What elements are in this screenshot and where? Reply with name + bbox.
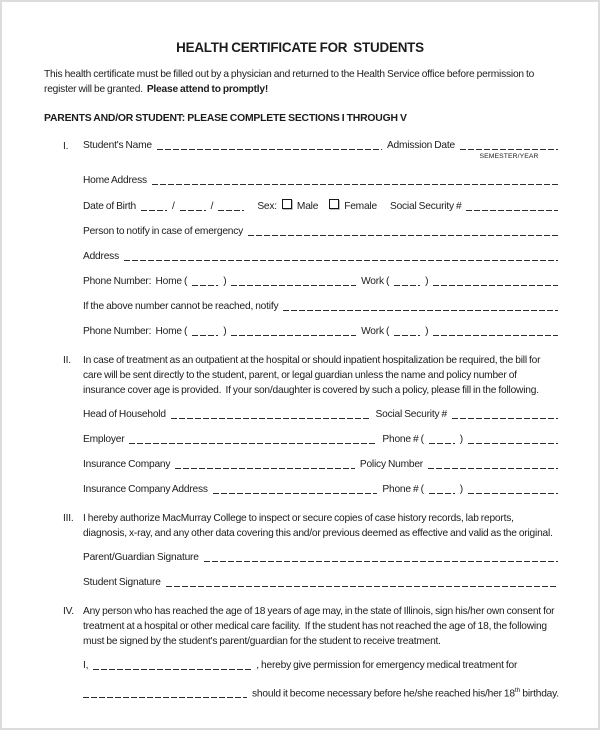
alt-home-phone-field[interactable] <box>231 327 356 336</box>
emergency-contact-row <box>83 225 558 238</box>
paren-close: ) <box>459 484 463 495</box>
emergency-address-row <box>83 250 558 263</box>
employer-label: Employer <box>83 434 125 445</box>
intro-bold-text: Please attend to promptly! <box>146 84 269 95</box>
student-signature-label: Student Signature <box>83 577 161 588</box>
section-3-numeral: III. <box>63 513 74 524</box>
dob-month-field[interactable] <box>141 202 167 211</box>
home-phone-area-field[interactable] <box>192 277 218 286</box>
alt-work-phone-area-field[interactable] <box>394 327 420 336</box>
sex-label: Sex: <box>257 201 277 212</box>
consent-mid-label: , hereby give permission for emergency medical treatment for <box>256 660 518 671</box>
work-phone-label: Work ( <box>361 326 390 337</box>
work-phone-label: Work ( <box>361 276 390 287</box>
consent-student-name-field[interactable] <box>83 689 247 698</box>
head-of-household-label: Head of Household <box>83 409 166 420</box>
employer-phone-field[interactable] <box>468 435 558 444</box>
section-3 <box>42 511 558 589</box>
head-of-household-row <box>83 408 558 421</box>
phone-row-1 <box>83 275 558 288</box>
section-1 <box>42 139 558 338</box>
home-address-field[interactable] <box>152 176 558 185</box>
consent-guardian-name-field[interactable] <box>93 661 251 670</box>
insurance-phone-field[interactable] <box>468 485 558 494</box>
phone-home-label: Phone Number: Home ( <box>83 326 188 337</box>
emergency-address-field[interactable] <box>124 252 558 261</box>
policy-number-label: Policy Number <box>359 459 423 470</box>
consent-pre18-label <box>252 684 559 700</box>
alt-contact-row <box>83 300 558 313</box>
insurance-company-label: Insurance Company <box>83 459 171 470</box>
employer-field[interactable] <box>129 435 377 444</box>
section-1-numeral: I. <box>63 141 69 152</box>
employer-phone-label: Phone # ( <box>382 434 424 445</box>
dob-day-field[interactable] <box>180 202 206 211</box>
section-2-paragraph: In case of treatment as an outpatient at the hospital or should inpatient hospitalization be required, the bill for care will be sent directly to the student, parent, or legal guardian unless the name and policy number of insurance cover age is provided. If your son/daughter is covered by such a policy, please fill in the following. <box>83 355 543 396</box>
intro-paragraph <box>44 67 558 97</box>
emergency-contact-field[interactable] <box>248 227 558 236</box>
date-of-birth-label: Date of Birth <box>83 201 137 212</box>
student-signature-row <box>83 576 558 589</box>
paren-close: ) <box>425 326 429 337</box>
student-name-label: Student's Name <box>83 140 152 151</box>
home-address-label: Home Address <box>83 175 147 186</box>
alt-home-phone-area-field[interactable] <box>192 327 218 336</box>
paren-close: ) <box>223 276 227 287</box>
insurance-company-field[interactable] <box>175 460 355 469</box>
dob-year-field[interactable] <box>218 202 244 211</box>
section-4 <box>42 604 558 700</box>
work-phone-field[interactable] <box>433 277 558 286</box>
policy-number-field[interactable] <box>428 460 558 469</box>
section-2-numeral: II. <box>63 355 71 366</box>
work-phone-area-field[interactable] <box>394 277 420 286</box>
male-checkbox[interactable] <box>282 199 292 209</box>
consent-pre18-text: should it become necessary before he/she reached his/her 18 <box>252 688 515 700</box>
insurance-address-row <box>83 483 558 496</box>
male-label: Male <box>296 201 319 212</box>
paren-close: ) <box>459 434 463 445</box>
consent-name-row <box>83 659 558 672</box>
insurance-phone-label: Phone # ( <box>382 484 424 495</box>
section-4-numeral: IV. <box>63 606 74 617</box>
household-ssn-label: Social Security # <box>375 409 447 420</box>
consent-student-row <box>83 684 558 700</box>
intro-text: This health certificate must be filled out by a physician and returned to the Health Service office before permission to register will be granted. <box>44 69 537 95</box>
phone-home-label: Phone Number: Home ( <box>83 276 188 287</box>
insurance-address-field[interactable] <box>213 485 378 494</box>
section-3-paragraph: I hereby authorize MacMurray College to inspect or secure copies of case history records, lab reports, diagnosis, x-ray, and any other data covering this and/or previous deemed as effective and valid as the original. <box>83 513 553 539</box>
home-address-row <box>83 174 558 187</box>
paren-close: ) <box>223 326 227 337</box>
alt-contact-field[interactable] <box>283 302 558 311</box>
semester-year-label: SEMESTER/YEAR <box>479 153 539 160</box>
emergency-contact-label: Person to notify in case of emergency <box>83 226 244 237</box>
consent-post-text: birthday. <box>520 688 559 700</box>
insurance-phone-area-field[interactable] <box>429 485 455 494</box>
section-2 <box>42 353 558 496</box>
ssn-field[interactable] <box>466 202 558 211</box>
insurance-address-label: Insurance Company Address <box>83 484 208 495</box>
instructions-heading: PARENTS AND/OR STUDENT: PLEASE COMPLETE SECTIONS I THROUGH V <box>44 113 407 124</box>
student-name-row <box>83 139 558 152</box>
semester-year-row <box>83 153 558 160</box>
alt-work-phone-field[interactable] <box>433 327 558 336</box>
employer-phone-area-field[interactable] <box>429 435 455 444</box>
home-phone-field[interactable] <box>231 277 356 286</box>
student-name-field[interactable] <box>157 141 382 150</box>
ssn-label: Social Security # <box>389 201 462 212</box>
dob-sex-ssn-row <box>83 199 558 213</box>
emergency-address-label: Address <box>83 251 119 262</box>
female-checkbox[interactable] <box>329 199 339 209</box>
insurance-company-row <box>83 458 558 471</box>
parent-signature-field[interactable] <box>204 553 558 562</box>
phone-row-2 <box>83 325 558 338</box>
head-of-household-field[interactable] <box>171 410 371 419</box>
household-ssn-field[interactable] <box>452 410 558 419</box>
employer-row <box>83 433 558 446</box>
paren-close: ) <box>425 276 429 287</box>
alt-contact-label: If the above number cannot be reached, notify <box>83 301 279 312</box>
dob-slash-1: / <box>172 201 175 212</box>
page-title: HEALTH CERTIFICATE FOR STUDENTS <box>176 40 424 55</box>
ordinal-suffix: th <box>514 687 521 694</box>
admission-date-label: Admission Date <box>386 140 455 151</box>
consent-i-label: I, <box>83 660 89 671</box>
female-label: Female <box>344 201 377 212</box>
admission-date-field[interactable] <box>460 141 558 150</box>
parent-signature-label: Parent/Guardian Signature <box>83 552 199 563</box>
section-4-paragraph: Any person who has reached the age of 18 years of age may, in the state of Illinois, sign his/her own consent for treatment at a hospital or other medical care facility. If the student has not reached the age of 18, the following must be signed by the student's parent/guardian for the student to receive treatment. <box>83 606 557 647</box>
dob-slash-2: / <box>210 201 214 212</box>
student-signature-field[interactable] <box>166 578 558 587</box>
parent-signature-row <box>83 551 558 564</box>
